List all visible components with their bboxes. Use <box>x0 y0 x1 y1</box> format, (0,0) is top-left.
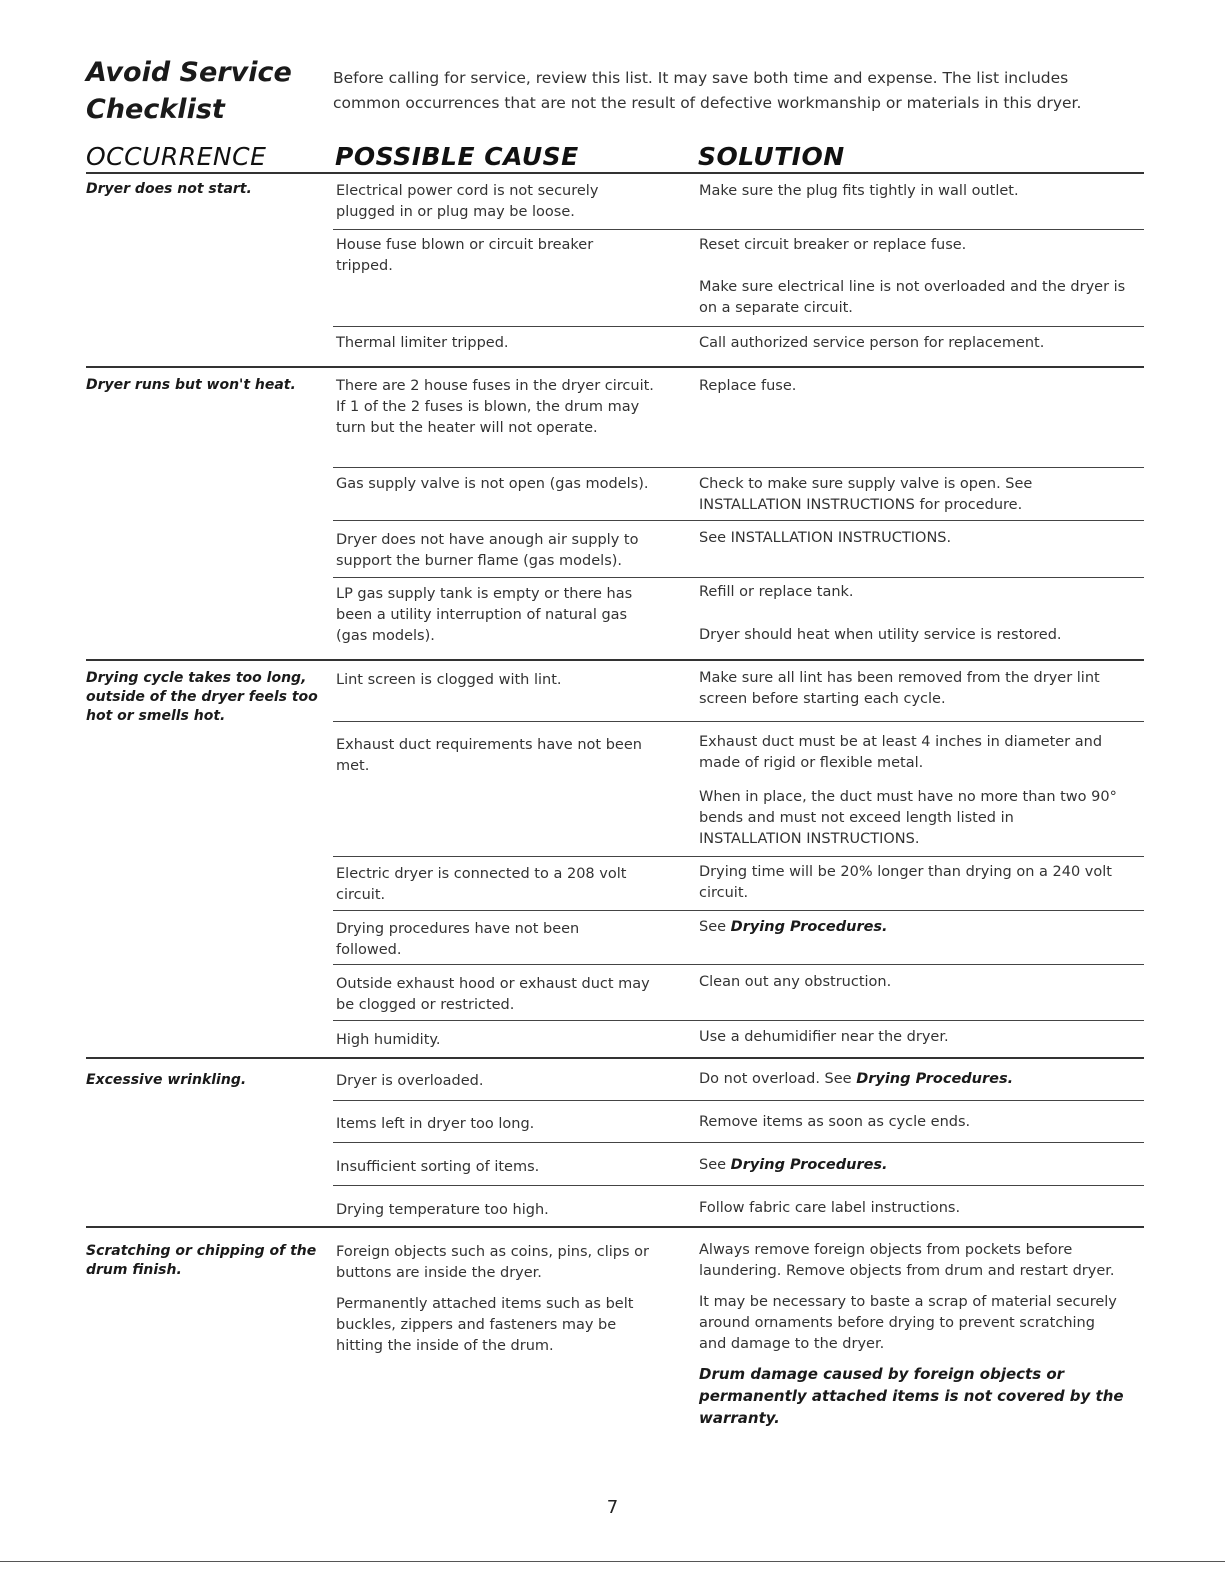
cause-line: met. <box>336 758 370 774</box>
title-line-2: Checklist <box>86 94 225 125</box>
header-occurrence: OCCURRENCE <box>86 142 267 171</box>
cause-line: Thermal limiter tripped. <box>336 335 509 351</box>
solution-line: around ornaments before drying to prevent scratching <box>699 1315 1095 1331</box>
cause-line: Foreign objects such as coins, pins, clips or <box>336 1244 649 1260</box>
solution-see-installation <box>699 528 1149 549</box>
cause-line: been a utility interruption of natural gas <box>336 607 628 623</box>
solution-line: Use a dehumidifier near the dryer. <box>699 1029 949 1045</box>
header-rule <box>86 172 1144 174</box>
row-divider <box>333 326 1144 327</box>
cause-line: Electric dryer is connected to a 208 volt <box>336 866 627 882</box>
cause-line: followed. <box>336 942 402 958</box>
drying-procedures-reference: Drying Procedures. <box>730 1157 888 1173</box>
cause-procedures-not-followed <box>336 919 676 961</box>
cause-foreign-objects <box>336 1242 676 1284</box>
cause-line: circuit. <box>336 887 386 903</box>
warranty-notice <box>699 1363 1149 1429</box>
occurrence-not-start: Dryer does not start. <box>86 181 252 197</box>
cause-line: buckles, zippers and fasteners may be <box>336 1317 617 1333</box>
cause-line: turn but the heater will not operate. <box>336 420 598 436</box>
row-divider <box>333 721 1144 722</box>
occurrence-line: Scratching or chipping of the <box>86 1243 317 1259</box>
solution-line: Always remove foreign objects from pockets before <box>699 1242 1073 1258</box>
cause-attached-items <box>336 1294 676 1357</box>
solution-line: screen before starting each cycle. <box>699 691 946 707</box>
occurrence-too-long <box>86 669 321 726</box>
cause-line: be clogged or restricted. <box>336 997 515 1013</box>
solution-remove-lint <box>699 668 1149 710</box>
row-divider <box>333 964 1144 965</box>
cause-line: (gas models). <box>336 628 435 644</box>
row-divider <box>333 1100 1144 1101</box>
cause-line: Electrical power cord is not securely <box>336 183 599 199</box>
solution-line: Replace fuse. <box>699 378 797 394</box>
cause-insufficient-sorting <box>336 1157 676 1178</box>
cause-air-supply <box>336 530 676 572</box>
row-divider <box>333 229 1144 230</box>
cause-line: If 1 of the 2 fuses is blown, the drum may <box>336 399 640 415</box>
cause-two-fuses <box>336 376 676 439</box>
section-divider <box>86 366 1144 368</box>
row-divider <box>333 467 1144 468</box>
warranty-line: permanently attached items is not covered by the <box>699 1387 1124 1405</box>
cause-line: Permanently attached items such as belt <box>336 1296 634 1312</box>
solution-line: Reset circuit breaker or replace fuse. <box>699 237 967 253</box>
solution-line: Drying time will be 20% longer than drying on a 240 volt <box>699 864 1112 880</box>
cause-exhaust-duct <box>336 735 676 777</box>
solution-text: See <box>699 1157 731 1173</box>
solution-line: Follow fabric care label instructions. <box>699 1200 961 1216</box>
page-number: 7 <box>606 1497 619 1518</box>
occurrence-line: outside of the dryer feels too <box>86 689 318 705</box>
cause-lp-tank <box>336 584 676 647</box>
solution-line: made of rigid or flexible metal. <box>699 755 924 771</box>
solution-line: bends and must not exceed length listed in <box>699 810 1014 826</box>
solution-line: Dryer should heat when utility service is restored. <box>699 627 1062 643</box>
cause-line: hitting the inside of the drum. <box>336 1338 554 1354</box>
occurrence-scratching <box>86 1242 326 1280</box>
cause-line: support the burner flame (gas models). <box>336 553 623 569</box>
bottom-edge-line <box>0 1561 1225 1562</box>
solution-line: Check to make sure supply valve is open. See <box>699 476 1033 492</box>
cause-overloaded <box>336 1071 676 1092</box>
solution-line: and damage to the dryer. <box>699 1336 885 1352</box>
section-divider <box>86 659 1144 661</box>
cause-temperature-high <box>336 1200 676 1221</box>
solution-line: Call authorized service person for replacement. <box>699 335 1045 351</box>
cause-line: House fuse blown or circuit breaker <box>336 237 594 253</box>
intro-line-1: Before calling for service, review this list. It may save both time and expense. The list includes <box>333 69 1069 87</box>
solution-dehumidifier <box>699 1027 1149 1048</box>
solution-check-valve <box>699 474 1149 516</box>
drying-procedures-reference: Drying Procedures. <box>856 1071 1014 1087</box>
occurrence-wrinkling: Excessive wrinkling. <box>86 1072 247 1088</box>
solution-clean-obstruction <box>699 972 1149 993</box>
cause-line: Dryer does not have anough air supply to <box>336 532 639 548</box>
solution-refill-tank <box>699 582 1149 603</box>
solution-plug <box>699 181 1149 202</box>
cause-208-volt <box>336 864 676 906</box>
cause-line: buttons are inside the dryer. <box>336 1265 542 1281</box>
cause-thermal-limiter <box>336 333 676 354</box>
solution-see-procedures-sorting <box>699 1155 1149 1176</box>
solution-replace-fuse <box>699 376 1149 397</box>
cause-left-too-long <box>336 1114 676 1135</box>
cause-lint-screen <box>336 670 676 691</box>
solution-line: Make sure the plug fits tightly in wall outlet. <box>699 183 1019 199</box>
cause-house-fuse <box>336 235 676 277</box>
page-title <box>86 54 306 128</box>
solution-line: Make sure electrical line is not overloaded and the dryer is <box>699 279 1126 295</box>
solution-call-service <box>699 333 1149 354</box>
cause-line: tripped. <box>336 258 393 274</box>
warranty-line: Drum damage caused by foreign objects or <box>699 1365 1065 1383</box>
solution-line: INSTALLATION INSTRUCTIONS for procedure. <box>699 497 1023 513</box>
solution-line: See INSTALLATION INSTRUCTIONS. <box>699 530 952 546</box>
cause-line: Exhaust duct requirements have not been <box>336 737 642 753</box>
cause-power-cord <box>336 181 676 223</box>
solution-text: See <box>699 919 731 935</box>
intro-line-2: common occurrences that are not the result of defective workmanship or materials in this dryer. <box>333 94 1082 112</box>
solution-do-not-overload <box>699 1069 1149 1090</box>
solution-baste-scrap <box>699 1292 1149 1355</box>
cause-exhaust-hood <box>336 974 676 1016</box>
solution-line: Remove items as soon as cycle ends. <box>699 1114 971 1130</box>
solution-line: Clean out any obstruction. <box>699 974 892 990</box>
occurrence-line: drum finish. <box>86 1262 182 1278</box>
solution-electrical-line <box>699 277 1149 319</box>
occurrence-no-heat: Dryer runs but won't heat. <box>86 377 296 393</box>
solution-drying-time <box>699 862 1149 904</box>
solution-line: INSTALLATION INSTRUCTIONS. <box>699 831 920 847</box>
section-divider <box>86 1226 1144 1228</box>
occurrence-line: Drying cycle takes too long, <box>86 670 307 686</box>
cause-gas-valve <box>336 474 676 495</box>
cause-line: Lint screen is clogged with lint. <box>336 672 562 688</box>
solution-duct-bends <box>699 787 1149 850</box>
cause-line: There are 2 house fuses in the dryer circuit. <box>336 378 654 394</box>
cause-high-humidity <box>336 1030 676 1051</box>
solution-text: Do not overload. See <box>699 1071 857 1087</box>
cause-line: plugged in or plug may be loose. <box>336 204 575 220</box>
solution-remove-foreign-objects <box>699 1240 1149 1282</box>
solution-line: Refill or replace tank. <box>699 584 854 600</box>
cause-line: Dryer is overloaded. <box>336 1073 484 1089</box>
row-divider <box>333 1142 1144 1143</box>
section-divider <box>86 1057 1144 1059</box>
solution-line: laundering. Remove objects from drum and restart dryer. <box>699 1263 1115 1279</box>
occurrence-line: hot or smells hot. <box>86 708 226 724</box>
solution-line: circuit. <box>699 885 749 901</box>
cause-line: Items left in dryer too long. <box>336 1116 535 1132</box>
solution-reset-breaker <box>699 235 1149 256</box>
solution-line: It may be necessary to baste a scrap of material securely <box>699 1294 1117 1310</box>
row-divider <box>333 520 1144 521</box>
solution-line: When in place, the duct must have no more than two 90° <box>699 789 1117 805</box>
cause-line: Insufficient sorting of items. <box>336 1159 540 1175</box>
cause-line: Drying procedures have not been <box>336 921 580 937</box>
solution-line: Make sure all lint has been removed from the dryer lint <box>699 670 1100 686</box>
solution-remove-items <box>699 1112 1149 1133</box>
header-possible-cause: POSSIBLE CAUSE <box>335 142 579 171</box>
solution-utility-restored <box>699 625 1149 646</box>
warranty-line: warranty. <box>699 1409 780 1427</box>
title-line-1: Avoid Service <box>86 57 292 88</box>
solution-duct-size <box>699 732 1149 774</box>
solution-line: on a separate circuit. <box>699 300 853 316</box>
cause-line: Drying temperature too high. <box>336 1202 549 1218</box>
cause-line: Outside exhaust hood or exhaust duct may <box>336 976 650 992</box>
row-divider <box>333 1185 1144 1186</box>
row-divider <box>333 577 1144 578</box>
row-divider <box>333 1020 1144 1021</box>
header-solution: SOLUTION <box>698 142 845 171</box>
intro-paragraph <box>333 66 1163 116</box>
cause-line: LP gas supply tank is empty or there has <box>336 586 633 602</box>
drying-procedures-reference: Drying Procedures. <box>730 919 888 935</box>
solution-line: Exhaust duct must be at least 4 inches in diameter and <box>699 734 1103 750</box>
row-divider <box>333 910 1144 911</box>
solution-see-procedures <box>699 917 1149 938</box>
cause-line: Gas supply valve is not open (gas models). <box>336 476 649 492</box>
solution-care-label <box>699 1198 1149 1219</box>
row-divider <box>333 856 1144 857</box>
cause-line: High humidity. <box>336 1032 441 1048</box>
